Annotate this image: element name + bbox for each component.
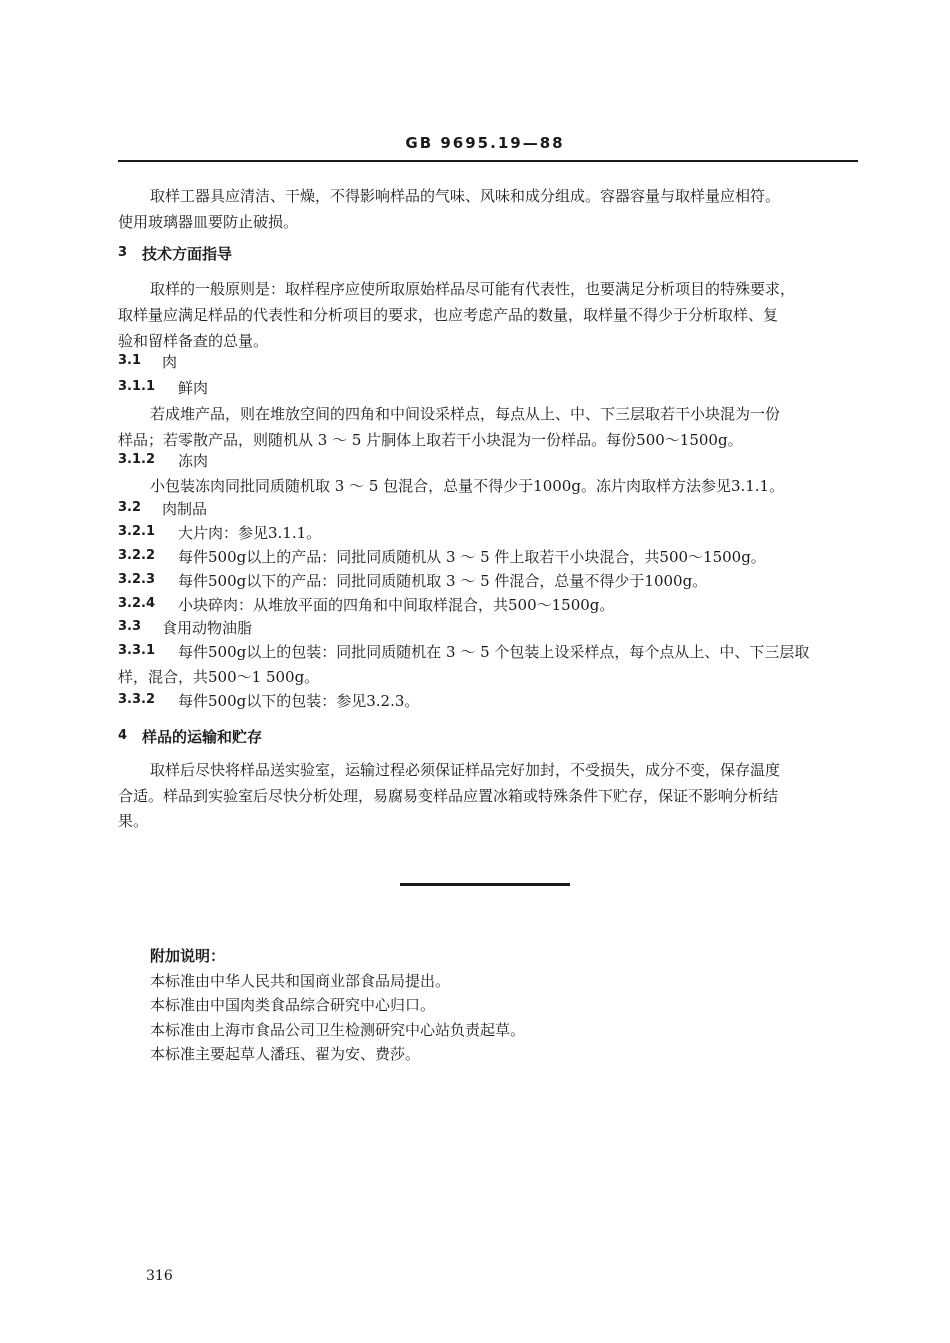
section-3-1-1-paragraph: 若成堆产品，则在堆放空间的四角和中间设采样点，每点从上、中、下三层取若干小块混为一份	[150, 405, 781, 423]
section-3-2-2-number: 3.2.2	[118, 548, 156, 563]
section-4-title: 样品的运输和贮存	[142, 728, 263, 746]
section-4-paragraph: 取样后尽快将样品送实验室，运输过程必须保证样品完好加封，不受损失，成分不变，保存温度	[150, 761, 781, 779]
section-3-3-1-number: 3.3.1	[118, 643, 156, 658]
additional-notes-title: 附加说明：	[150, 947, 226, 965]
section-3-1-number: 3.1	[118, 353, 142, 368]
section-3-1-2-paragraph: 小包装冻肉同批同质随机取 3 ～ 5 包混合，总量不得少于1000g。冻片肉取样方法参见3.1.1。	[150, 477, 785, 495]
note-line: 本标准由上海市食品公司卫生检测研究中心站负责起草。	[150, 1021, 526, 1039]
section-3-2-1-number: 3.2.1	[118, 524, 156, 539]
section-3-3-2-number: 3.3.2	[118, 692, 156, 707]
section-3-paragraph-cont: 验和留样备查的总量。	[118, 332, 269, 350]
page-number: 316	[146, 1268, 173, 1284]
section-3-1-1-paragraph-cont: 样品；若零散产品，则随机从 3 ～ 5 片胴体上取若干小块混为一份样品。每份500～1500g。	[118, 431, 743, 449]
note-line: 本标准主要起草人潘珏、翟为安、费莎。	[150, 1045, 421, 1063]
header-rule	[118, 160, 858, 162]
note-line: 本标准由中华人民共和国商业部食品局提出。	[150, 972, 451, 990]
section-3-number: 3	[118, 245, 128, 260]
section-3-3-1-text: 每件500g以上的包装：同批同质随机在 3 ～ 5 个包装上设采样点，每个点从上、中、下三层取	[178, 643, 810, 661]
section-3-2-4-text: 小块碎肉：从堆放平面的四角和中间取样混合，共500～1500g。	[178, 596, 615, 614]
section-3-2-3-text: 每件500g以下的产品：同批同质随机取 3 ～ 5 件混合，总量不得少于1000g。	[178, 572, 708, 590]
section-4-paragraph-cont: 果。	[118, 812, 149, 830]
intro-paragraph: 取样工器具应清洁、干燥，不得影响样品的气味、风味和成分组成。容器容量与取样量应相符。	[150, 187, 781, 205]
section-3-2-1-text: 大片肉：参见3.1.1。	[178, 524, 322, 542]
intro-paragraph-cont: 使用玻璃器皿要防止破损。	[118, 213, 299, 231]
section-3-paragraph: 取样的一般原则是：取样程序应使所取原始样品尽可能有代表性，也要满足分析项目的特殊要求，	[150, 280, 796, 298]
section-3-3-2-text: 每件500g以下的包装：参见3.2.3。	[178, 692, 420, 710]
section-3-3-title: 食用动物油脂	[162, 619, 253, 637]
section-3-2-2-text: 每件500g以上的产品：同批同质随机从 3 ～ 5 件上取若干小块混合，共500～1500g。	[178, 548, 766, 566]
section-3-paragraph-cont: 取样量应满足样品的代表性和分析项目的要求，也应考虑产品的数量，取样量不得少于分析取样、复	[118, 306, 779, 324]
section-3-1-1-number: 3.1.1	[118, 379, 156, 394]
section-3-2-title: 肉制品	[162, 500, 208, 518]
section-3-2-number: 3.2	[118, 500, 142, 515]
section-3-2-3-number: 3.2.3	[118, 572, 156, 587]
end-rule	[400, 883, 570, 886]
section-3-1-title: 肉	[162, 353, 178, 371]
section-3-1-2-number: 3.1.2	[118, 452, 156, 467]
section-3-title: 技术方面指导	[142, 245, 233, 263]
section-3-1-1-title: 鲜肉	[178, 379, 209, 397]
section-3-3-number: 3.3	[118, 619, 142, 634]
standard-code-header: GB 9695.19—88	[405, 134, 565, 152]
section-3-2-4-number: 3.2.4	[118, 596, 156, 611]
section-3-3-1-text-cont: 样，混合，共500～1 500g。	[118, 668, 320, 686]
section-3-1-2-title: 冻肉	[178, 452, 209, 470]
section-4-number: 4	[118, 728, 128, 743]
note-line: 本标准由中国肉类食品综合研究中心归口。	[150, 996, 436, 1014]
section-4-paragraph-cont: 合适。样品到实验室后尽快分析处理，易腐易变样品应置冰箱或特殊条件下贮存，保证不影响分析结	[118, 787, 779, 805]
